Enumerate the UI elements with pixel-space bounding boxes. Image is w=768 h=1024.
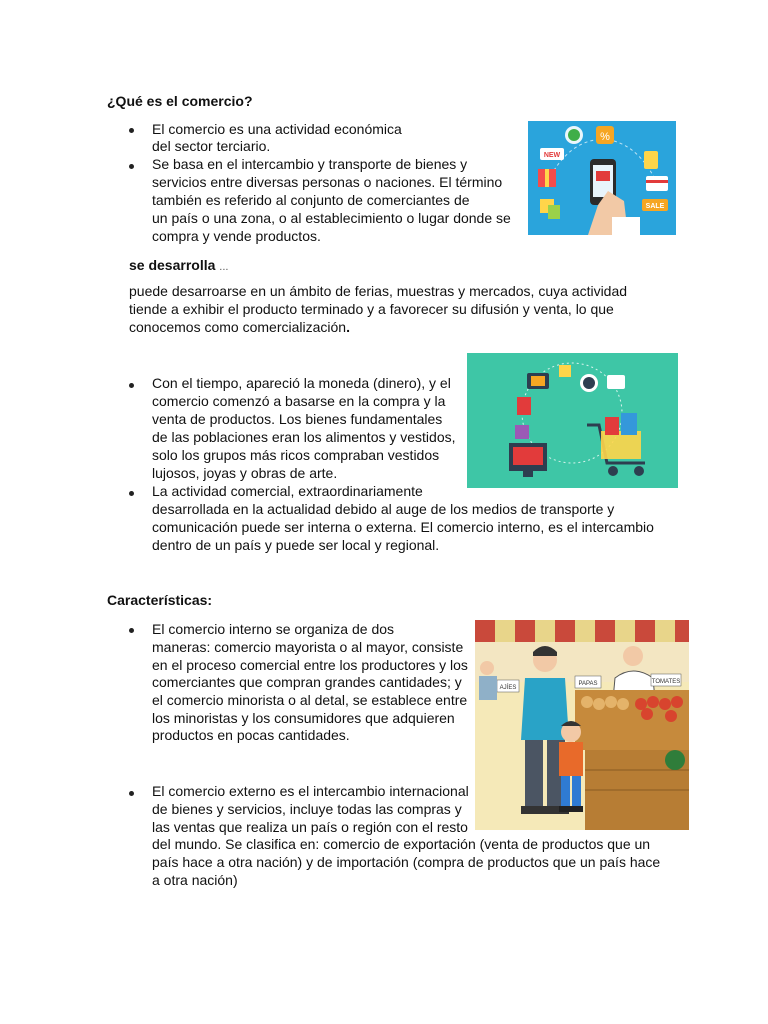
text-line: tiende a exhibir el producto terminado y a favorecer su difusión y venta, lo que [129, 301, 614, 317]
text-line: los minoristas y los consumidores que adquieren [152, 710, 455, 726]
commerce-network-illustration [467, 353, 678, 488]
text-line: solo los grupos más ricos compraban vestidos [152, 447, 440, 463]
text-line: comerciantes que compran grandes cantidades; y [152, 674, 462, 690]
text-period: . [346, 319, 350, 335]
text-line: de las poblaciones eran los alimentos y vestidos, [152, 429, 456, 445]
subheading-desarrolla [129, 256, 228, 276]
svg-text:NEW: NEW [543, 152, 561, 159]
bullet-dot [129, 491, 134, 496]
text-line: venta de productos. Los bienes fundamentales [152, 411, 443, 427]
text-line: El comercio es una actividad económica [152, 121, 402, 137]
svg-text:SALE: SALE [645, 203, 665, 210]
svg-text:PAPAS: PAPAS [578, 681, 598, 687]
svg-text:TOMATES: TOMATES [651, 679, 681, 685]
text-line: de bienes y servicios, incluye todas las compras y [152, 801, 462, 817]
text-line-last [129, 318, 350, 336]
bullet-dot [129, 164, 134, 169]
ellipsis: ... [219, 261, 229, 273]
text-line: en el proceso comercial entre los productores y los [152, 657, 468, 673]
subheading-label: se desarrolla [129, 257, 216, 273]
text-line: las ventas que realiza un país o región con el resto [152, 819, 468, 835]
text-line: La actividad comercial, extraordinariamente [152, 483, 423, 499]
text-line: servicios entre diversas personas o naciones. El término [152, 174, 503, 190]
bullet-dot [129, 383, 134, 388]
text-line: el comercio minorista o al detal, se establece entre [152, 692, 468, 708]
text-segment: conocemos como comercialización [129, 319, 347, 335]
text-line: El comercio externo es el intercambio internacional [152, 783, 469, 799]
text-line: comercio comenzó a basarse en la compra y la [152, 393, 446, 409]
bullet-dot [129, 791, 134, 796]
text-line: Con el tiempo, apareció la moneda (dinero), y el [152, 375, 451, 391]
market-illustration [475, 620, 689, 830]
section-heading: Características: [107, 592, 213, 608]
svg-text:AJÍES: AJÍES [499, 685, 517, 691]
svg-text:%: % [600, 131, 610, 143]
text-line: a otra nación) [152, 872, 238, 888]
page-title: ¿Qué es el comercio? [107, 93, 253, 109]
text-line: compra y vende productos. [152, 228, 321, 244]
text-line: un país o una zona, o al establecimiento o lugar donde se [152, 210, 511, 226]
text-line: país hace a otra nación) y de importación (compra de productos que un país hace [152, 854, 661, 870]
text-line: dentro de un país y puede ser local y regional. [152, 537, 440, 553]
text-line: El comercio interno se organiza de dos [152, 621, 395, 637]
text-line: lujosos, joyas y obras de arte. [152, 465, 338, 481]
ecommerce-illustration [528, 121, 676, 235]
text-line: Se basa en el intercambio y transporte de bienes y [152, 156, 468, 172]
bullet-dot [129, 628, 134, 633]
bullet-dot [129, 128, 134, 133]
text-line: puede desarroarse en un ámbito de ferias, muestras y mercados, cuya actividad [129, 283, 628, 299]
text-line: del mundo. Se clasifica en: comercio de exportación (venta de productos que un [152, 836, 651, 852]
text-line: también es referido al conjunto de comerciantes de [152, 192, 470, 208]
text-line: del sector terciario. [152, 138, 271, 154]
text-line: comunicación puede ser interna o externa. El comercio interno, es el intercambio [152, 519, 654, 535]
text-line: maneras: comercio mayorista o al mayor, consiste [152, 639, 464, 655]
text-line: productos en pocas cantidades. [152, 727, 350, 743]
text-line: desarrollada en la actualidad debido al auge de los medios de transporte y [152, 501, 615, 517]
